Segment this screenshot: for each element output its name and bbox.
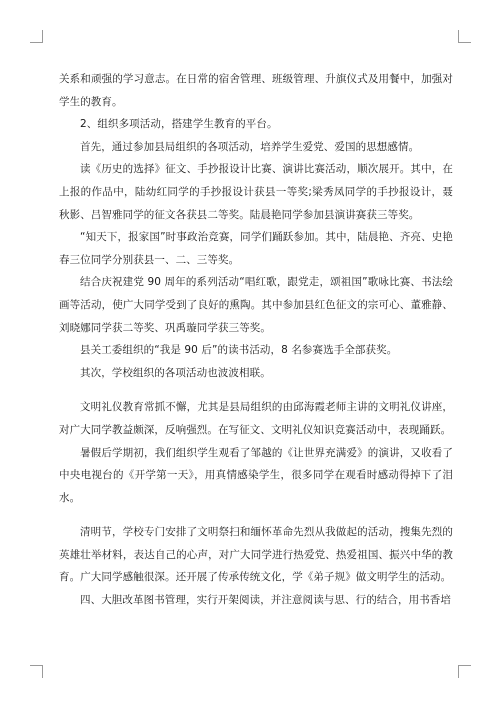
- paragraph-section-heading: 四、大胆改革图书管理，实行开架阅读，并注意阅读与思、行的结合，用书香培: [80, 594, 451, 607]
- paragraph: 结合庆祝建党 90 周年的系列活动“唱红歌，跟党走，颂祖国”歌咏比赛、书法绘画等活动，使广大同学受到了良好的熏陶。其中参加县红色征文的宗可心、董雅静、刘晓娜同学获二等奖、巩禹璇同学获三等奖。: [59, 276, 453, 334]
- paragraph: 文明礼仪教育常抓不懈，尤其是县局组织的由邱海霞老师主讲的文明礼仪讲座，对广大同学教益颇深，反响强烈。在写征文、文明礼仪知识竞赛活动中，表现踊跃。: [59, 401, 453, 436]
- crop-mark-bottom-left: [30, 665, 43, 678]
- paragraph: 县关工委组织的“我是 90 后”的读书活动，8 名参赛选手全部获奖。: [80, 344, 398, 357]
- document-body: [59, 68, 453, 612]
- crop-mark-bottom-right: [458, 665, 471, 678]
- paragraph: 读《历史的选择》征文、手抄报设计比赛、演讲比赛活动，顺次展开。其中，在上报的作品中，陆幼红同学的手抄报设计获县一等奖;梁秀凤同学的手抄报设计，聂秋影、吕智雅同学的征文各获县二等奖。陆晨艳同学参加县演讲赛获三等奖。: [59, 163, 453, 221]
- paragraph: 清明节，学校专门安排了文明祭扫和缅怀革命先烈从我做起的活动，搜集先烈的英雄壮举材料，表达自己的心声，对广大同学进行热爱党、热爱祖国、振兴中华的教育。广大同学感触很深。还开展了传承传统文化，学《弟子规》做文明学生的活动。: [59, 526, 453, 584]
- crop-mark-top-right: [458, 30, 471, 43]
- paragraph: 首先，通过参加县局组织的各项活动，培养学生爱党、爱国的思想感情。: [80, 140, 420, 153]
- paragraph: 其次，学校组织的各项活动也波波相联。: [80, 366, 271, 379]
- paragraph-continuation: 关系和顽强的学习意志。在日常的宿舍管理、班级管理、升旗仪式及用餐中，加强对学生的教育。: [59, 73, 453, 108]
- crop-mark-top-left: [30, 30, 43, 43]
- paragraph: “知天下，报家国”时事政治竞赛，同学们踊跃参加。其中，陆晨艳、齐亮、史艳春三位同学分别获县一、二、三等奖。: [59, 231, 453, 266]
- paragraph: 暑假后学期初，我们组织学生观看了邹越的《让世界充满爱》的演讲，又收看了中央电视台的《开学第一天》，用真情感染学生，很多同学在观看时感动得掉下了泪水。: [59, 446, 453, 504]
- paragraph-section-heading: 2、组织多项活动，搭建学生教育的平台。: [80, 118, 278, 131]
